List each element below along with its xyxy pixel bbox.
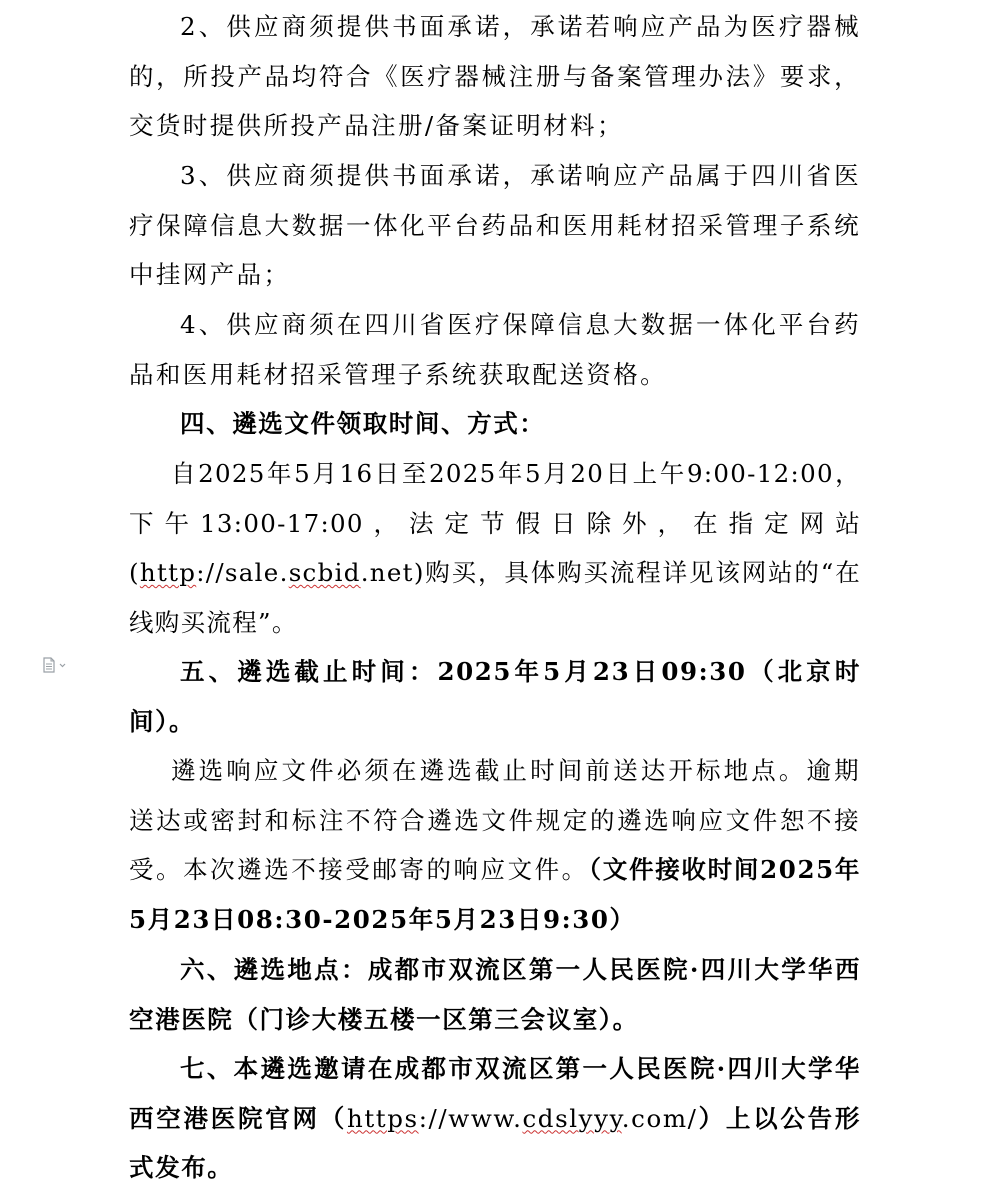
- section-heading-5: 五、遴选截止时间：2025年5月23日09:30（北京时间）。: [129, 657, 861, 736]
- collection-text-before: 自2025年5月16日至2025年5月20日上午9:00-12:00，下午13:00-17:00，法定节假日除外，在指定网站(: [129, 459, 861, 587]
- deadline-text: 遴选响应文件必须在遴选截止时间前送达开标地点。逾期送达或密封和标注不符合遴选文件规定的遴选响应文件恕不接受。本次遴选不接受邮寄的响应文件。: [129, 756, 861, 884]
- paragraph-deadline-details: [129, 746, 861, 944]
- url-fragment: .com/: [621, 1103, 698, 1133]
- receipt-time-text: （文件接收时间2025年5月23日08:30-2025年5月23日9:30）: [129, 855, 861, 934]
- spellcheck-word: scbid: [288, 558, 361, 587]
- document-options-icon[interactable]: [42, 657, 70, 673]
- paragraph-item-3: 3、供应商须提供书面承诺，承诺响应产品属于四川省医疗保障信息大数据一体化平台药品和医用耗材招采管理子系统中挂网产品；: [129, 161, 861, 289]
- url-fragment: ://www.: [418, 1103, 523, 1133]
- publication-text-before: 七、本遴选邀请在成都市双流区第一人民医院·四川大学华西空港医院官网（: [129, 1054, 861, 1133]
- spellcheck-word: http: [139, 558, 197, 587]
- url-fragment: ://sale.: [196, 558, 289, 587]
- collection-text-after: )购买，具体购买流程详见该网站的“在线购买流程”。: [129, 558, 861, 637]
- spellcheck-word: cdslyyy: [522, 1103, 622, 1133]
- section-heading-6: 六、遴选地点：成都市双流区第一人民医院·四川大学华西空港医院（门诊大楼五楼一区第三会议室）。: [129, 955, 861, 1034]
- url-fragment: .net: [360, 558, 414, 587]
- document-options[interactable]: [42, 657, 70, 673]
- section-heading-7: [129, 1044, 861, 1193]
- paragraph-item-2: 2、供应商须提供书面承诺，承诺若响应产品为医疗器械的，所投产品均符合《医疗器械注册与备案管理办法》要求，交货时提供所投产品注册/备案证明材料；: [129, 12, 861, 140]
- spellcheck-word: https: [346, 1103, 419, 1133]
- paragraph-item-4: 4、供应商须在四川省医疗保障信息大数据一体化平台药品和医用耗材招采管理子系统获取配送资格。: [129, 310, 861, 389]
- section-heading-4: 四、遴选文件领取时间、方式：: [180, 409, 546, 438]
- publication-text-after: ）上以公告形式发布。: [129, 1103, 861, 1182]
- paragraph-document-collection: [129, 449, 861, 647]
